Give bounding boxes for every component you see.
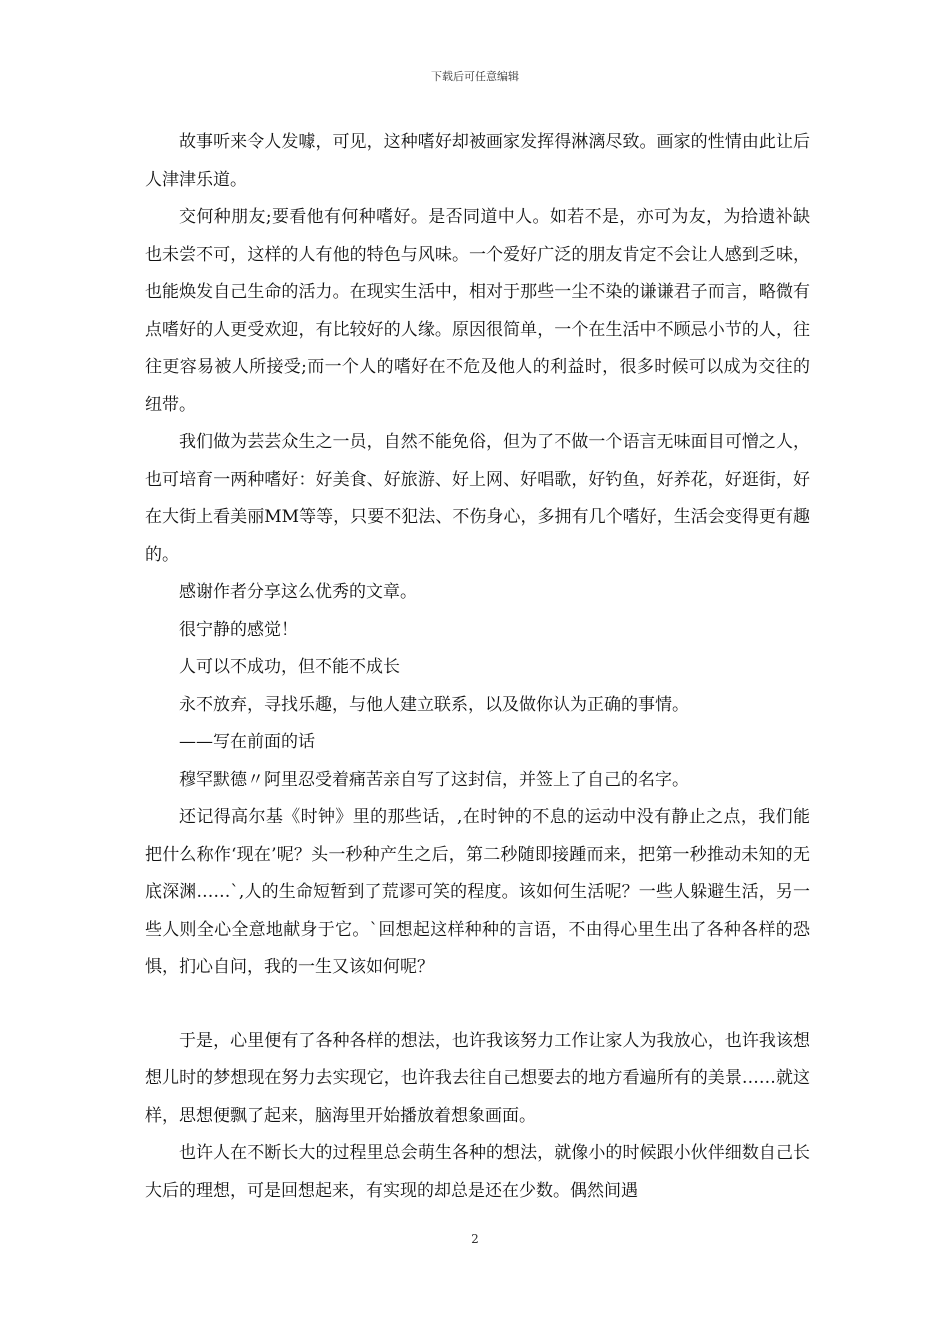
paragraph: 于是，心里便有了各种各样的想法，也许我该努力工作让家人为我放心，也许我该想想儿时的梦想现在努力去实现它，也许我去往自己想要去的地方看遍所有的美景……就这样，思想便飘了起来，脑海里开始播放着想象画面。 — [145, 1030, 810, 1126]
paragraph: 故事听来令人发噱，可见，这种嗜好却被画家发挥得淋漓尽致。画家的性情由此让后人津津乐道。 — [145, 132, 810, 190]
page-header: 下载后可任意编辑 — [431, 70, 519, 83]
paragraph: 穆罕默德〃阿里忍受着痛苦亲自写了这封信，并签上了自己的名字。 — [179, 769, 689, 790]
paragraph: 也许人在不断长大的过程里总会萌生各种的想法，就像小的时候跟小伙伴细数自己长大后的理想，可是回想起来，有实现的却总是还在少数。偶然间遇 — [145, 1143, 810, 1201]
page-number: 2 — [471, 1232, 479, 1246]
paragraph: 很宁静的感觉！ — [179, 619, 298, 640]
paragraph: 交何种朋友;要看他有何种嗜好。是否同道中人。如若不是，亦可为友，为拾遗补缺也未尝不可，这样的人有他的特色与风味。一个爱好广泛的朋友肯定不会让人感到乏味，也能焕发自己生命的活力。在现实生活中，相对于那些一尘不染的谦谦君子而言，略微有点嗜好的人更受欢迎，有比较好的人缘。原因很简单，一个在生活中不顾忌小节的人，往往更容易被人所接受;而一个人的嗜好在不危及他人的利益时，很多时候可以成为交往的纽带。 — [145, 207, 810, 415]
paragraph: 永不放弃，寻找乐趣，与他人建立联系，以及做你认为正确的事情。 — [179, 694, 689, 715]
paragraph: 我们做为芸芸众生之一员，自然不能免俗，但为了不做一个语言无味面目可憎之人，也可培育一两种嗜好：好美食、好旅游、好上网、好唱歌，好钓鱼，好养花，好逛街，好在大街上看美丽MM等等，只要不犯法、不伤身心，多拥有几个嗜好，生活会变得更有趣的。 — [145, 432, 810, 565]
paragraph: 还记得高尔基《时钟》里的那些话，,在时钟的不息的运动中没有静止之点，我们能把什么称作‘现在’呢？头一秒种产生之后，第二秒随即接踵而来，把第一秒推动未知的无底深渊……`,人的生命短暂到了荒谬可笑的程度。该如何生活呢？一些人躲避生活，另一些人则全心全意地献身于它。`回想起这样种种的言语，不由得心里生出了各种各样的恐惧，扪心自问，我的一生又该如何呢？ — [145, 807, 810, 977]
paragraph: ——写在前面的话 — [179, 732, 315, 752]
paragraph-gap — [145, 987, 810, 1023]
document-body — [145, 124, 810, 1210]
paragraph: 人可以不成功，但不能不成长 — [179, 657, 400, 677]
paragraph: 感谢作者分享这么优秀的文章。 — [179, 582, 417, 602]
